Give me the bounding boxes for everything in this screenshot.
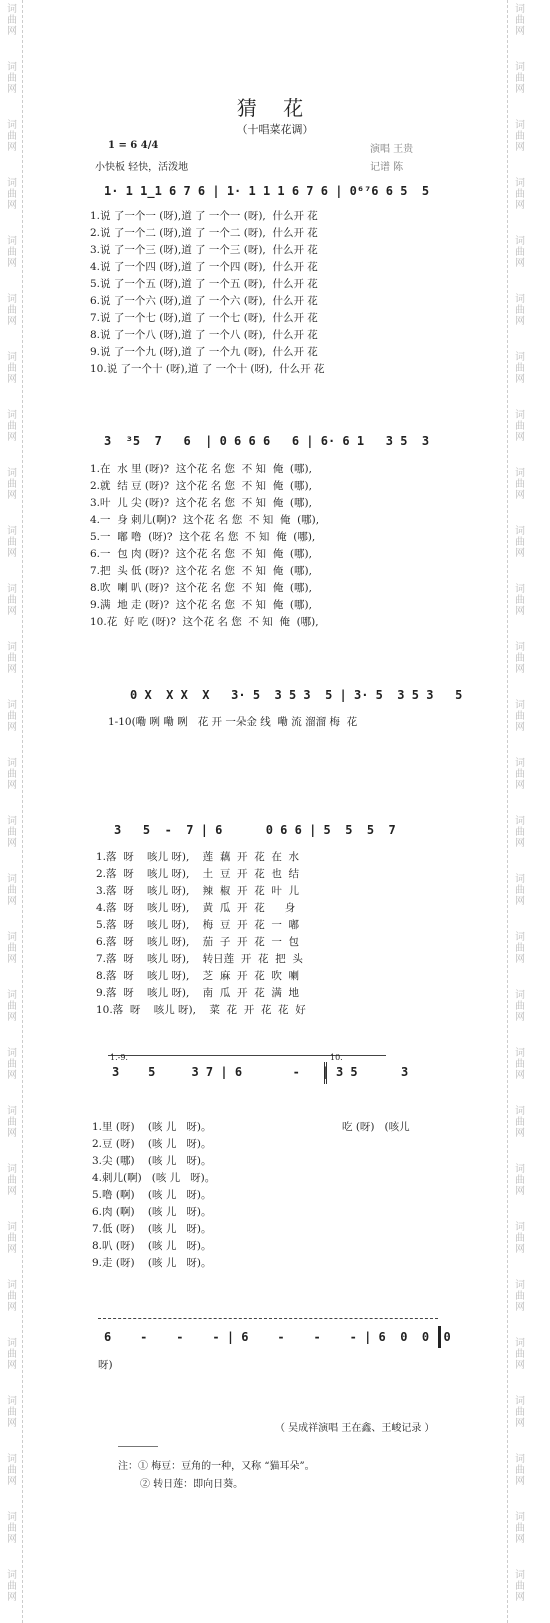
watermark-text: 词 曲 网 [7, 120, 17, 153]
lyric-row: 9.说 了一个九 (呀),道 了 一个九 (呀), 什么开 花 [90, 346, 318, 358]
watermark-text: 词 曲 网 [7, 642, 17, 675]
watermark-text: 词 曲 网 [7, 62, 17, 95]
watermark-text: 词 曲 网 [515, 1280, 525, 1313]
watermark-text: 词 曲 网 [515, 410, 525, 443]
watermark-text: 词 曲 网 [515, 468, 525, 501]
lyric-row: 7.低 (呀) (咳 儿 呀)。 [92, 1223, 212, 1235]
watermark-text: 词 曲 网 [7, 1570, 17, 1603]
lyric-row: 2.豆 (呀) (咳 儿 呀)。 [92, 1138, 212, 1150]
watermark-text: 词 曲 网 [515, 1338, 525, 1371]
lyric-row: 1.落 呀 咳儿 呀), 莲 藕 开 花 在 水 [96, 851, 300, 863]
watermark-text: 词 曲 网 [7, 468, 17, 501]
notation-line-1: 1· 1 1_1 6 7 6 | 1· 1 1 1 6 7 6 | 0⁶⁷6 6 5 5 [104, 184, 430, 198]
lyric-row: 3.叶 儿 尖 (呀)? 这个花 名 您 不 知 俺 (哪), [90, 497, 312, 509]
watermark-text: 词 曲 网 [515, 120, 525, 153]
watermark-text: 词 曲 网 [515, 1048, 525, 1081]
watermark-text: 词 曲 网 [7, 932, 17, 965]
watermark-text: 词 曲 网 [515, 526, 525, 559]
watermark-text: 词 曲 网 [515, 700, 525, 733]
lyric-row: 9.落 呀 咳儿 呀), 南 瓜 开 花 满 地 [96, 987, 300, 999]
lyric-row: 8.叭 (呀) (咳 儿 呀)。 [92, 1240, 212, 1252]
lyric-row: 6.落 呀 咳儿 呀), 茄 子 开 花 一 包 [96, 936, 300, 948]
notation-line-6: 6 - - - | 6 - - - | 6 0 0 0 [104, 1330, 451, 1344]
lyric-row: 4.说 了一个四 (呀),道 了 一个四 (呀), 什么开 花 [90, 261, 318, 273]
notation-line-3: 0 X X X X 3· 5 3 5 3 5 | 3· 5 3 5 3 5 [130, 688, 463, 702]
lyric-row: 8.吹 喇 叭 (呀)? 这个花 名 您 不 知 俺 (哪), [90, 582, 312, 594]
lyrics-block-5 [92, 1119, 215, 1272]
lyric-row: 3.说 了一个三 (呀),道 了 一个三 (呀), 什么开 花 [90, 244, 318, 256]
footnote-divider [118, 1446, 158, 1447]
footnote-1: 注：① 梅豆：豆角的一种，又称 “猫耳朵”。 [118, 1461, 315, 1472]
watermark-text: 词 曲 网 [515, 1512, 525, 1545]
watermark-text: 词 曲 网 [7, 1164, 17, 1197]
watermark-text: 词 曲 网 [7, 4, 17, 37]
lyric-row: 5.说 了一个五 (呀),道 了 一个五 (呀), 什么开 花 [90, 278, 318, 290]
lyric-row: 4.落 呀 咳儿 呀), 黄 瓜 开 花 身 [96, 902, 296, 914]
lyric-row: 7.落 呀 咳儿 呀), 转日莲 开 花 把 头 [96, 953, 303, 965]
notation-line-2: 3 ³5 7 6 | 0 6 6 6 6 | 6· 6 1 3 5 3 [104, 434, 430, 448]
watermark-text: 词 曲 网 [515, 642, 525, 675]
watermark-text: 词 曲 网 [515, 236, 525, 269]
lyric-row: 6.说 了一个六 (呀),道 了 一个六 (呀), 什么开 花 [90, 295, 318, 307]
watermark-text: 词 曲 网 [7, 236, 17, 269]
watermark-text: 词 曲 网 [7, 1222, 17, 1255]
song-subtitle: （十唱菜花调） [236, 123, 314, 136]
watermark-text: 词 曲 网 [7, 1338, 17, 1371]
watermark-text: 词 曲 网 [515, 1570, 525, 1603]
tempo-marking: 小快板 轻快，活泼地 [95, 162, 189, 173]
watermark-text: 词 曲 网 [7, 1454, 17, 1487]
watermark-text: 词 曲 网 [7, 352, 17, 385]
notation-line-5: 3 5 3 7 | 6 - | 3 5 3 [112, 1065, 409, 1079]
credits-line-1: 演唱 王贵 [370, 144, 414, 155]
lyrics-block-4 [96, 849, 306, 1019]
watermark-text: 词 曲 网 [515, 1106, 525, 1139]
watermark-text: 词 曲 网 [7, 1048, 17, 1081]
lyric-row: 3.落 呀 咳儿 呀), 辣 椒 开 花 叶 儿 [96, 885, 300, 897]
watermark-text: 词 曲 网 [515, 1222, 525, 1255]
watermark-text: 词 曲 网 [515, 932, 525, 965]
credits-line-2: 记谱 陈 [370, 162, 404, 173]
watermark-text: 词 曲 网 [7, 990, 17, 1023]
lyric-row: 6.一 包 肉 (呀)? 这个花 名 您 不 知 俺 (哪), [90, 548, 312, 560]
lyric-row: 3.尖 (哪) (咳 儿 呀)。 [92, 1155, 212, 1167]
watermark-text: 词 曲 网 [515, 874, 525, 907]
watermark-text: 词 曲 网 [7, 874, 17, 907]
watermark-text: 词 曲 网 [515, 758, 525, 791]
final-barline [438, 1326, 441, 1348]
lyrics-line-3: 1-10(嘞 咧 嘞 咧 花 开 一朵金 线 嘞 流 溜溜 梅 花 [108, 716, 358, 728]
lyric-row: 1.在 水 里 (呀)? 这个花 名 您 不 知 俺 (哪), [90, 463, 312, 475]
watermark-text: 词 曲 网 [7, 1280, 17, 1313]
lyric-row: 8.说 了一个八 (呀),道 了 一个八 (呀), 什么开 花 [90, 329, 318, 341]
key-signature: 1 = 6 4/4 [108, 140, 159, 151]
lyric-row: 10.说 了一个十 (呀),道 了 一个十 (呀), 什么开 花 [90, 363, 325, 375]
volta-label-2: 10. [330, 1053, 343, 1062]
watermark-text: 词 曲 网 [7, 1106, 17, 1139]
volta-label-1: 1.-9. [110, 1053, 128, 1062]
watermark-text: 词 曲 网 [515, 1396, 525, 1429]
watermark-text: 词 曲 网 [7, 294, 17, 327]
watermark-text: 词 曲 网 [7, 758, 17, 791]
lyric-row: 10.落 呀 咳儿 呀), 菜 花 开 花 花 好 [96, 1004, 306, 1016]
lyric-row: 7.说 了一个七 (呀),道 了 一个七 (呀), 什么开 花 [90, 312, 318, 324]
lyric-row: 2.落 呀 咳儿 呀), 土 豆 开 花 也 结 [96, 868, 300, 880]
watermark-text: 词 曲 网 [515, 1164, 525, 1197]
watermark-text: 词 曲 网 [7, 410, 17, 443]
lyric-row: 6.肉 (啊) (咳 儿 呀)。 [92, 1206, 212, 1218]
watermark-text: 词 曲 网 [515, 816, 525, 849]
lyrics-block-1 [90, 208, 324, 378]
notation-line-4: 3 5 - 7 | 6 0 6 6 | 5 5 5 7 [114, 823, 396, 837]
watermark-text: 词 曲 网 [515, 352, 525, 385]
watermark-text: 词 曲 网 [515, 4, 525, 37]
lyric-row: 1.里 (呀) (咳 儿 呀)。 [92, 1121, 212, 1133]
lyric-row: 10.花 好 吃 (呀)? 这个花 名 您 不 知 俺 (哪), [90, 616, 319, 628]
watermark-text: 词 曲 网 [515, 584, 525, 617]
footnote-2: ② 转日莲：即向日葵。 [140, 1479, 244, 1490]
lyric-row: 7.把 头 低 (呀)? 这个花 名 您 不 知 俺 (哪), [90, 565, 312, 577]
watermark-text: 词 曲 网 [515, 294, 525, 327]
lyric-row: 4.刺儿(啊) (咳 儿 呀)。 [92, 1172, 216, 1184]
attribution: （ 吴成祥演唱 王在鑫、王峻记录 ） [275, 1423, 435, 1434]
lyric-row: 5.落 呀 咳儿 呀), 梅 豆 开 花 一 嘟 [96, 919, 300, 931]
watermark-text: 词 曲 网 [515, 178, 525, 211]
watermark-text: 词 曲 网 [515, 62, 525, 95]
watermark-text: 词 曲 网 [7, 526, 17, 559]
lyrics-block-2 [90, 461, 319, 631]
lyrics-line-6: 呀) [98, 1359, 113, 1371]
lyric-row: 2.说 了一个二 (呀),道 了 一个二 (呀), 什么开 花 [90, 227, 318, 239]
lyric-row: 4.一 身 刺儿(啊)? 这个花 名 您 不 知 俺 (哪), [90, 514, 320, 526]
watermark-text: 词 曲 网 [7, 1512, 17, 1545]
lyric-row: 9.走 (呀) (咳 儿 呀)。 [92, 1257, 212, 1269]
watermark-text: 词 曲 网 [7, 178, 17, 211]
watermark-text: 词 曲 网 [7, 1396, 17, 1429]
song-title: 猜 花 [236, 96, 314, 120]
tie-line [98, 1318, 438, 1319]
lyric-row: 9.满 地 走 (呀)? 这个花 名 您 不 知 俺 (哪), [90, 599, 312, 611]
ending-lyric: 吃 (呀) (咳儿 [342, 1121, 410, 1133]
watermark-text: 词 曲 网 [515, 1454, 525, 1487]
lyric-row: 2.就 结 豆 (呀)? 这个花 名 您 不 知 俺 (哪), [90, 480, 312, 492]
watermark-text: 词 曲 网 [7, 816, 17, 849]
watermark-text: 词 曲 网 [7, 584, 17, 617]
lyric-row: 5.一 嘟 噜 (呀)? 这个花 名 您 不 知 俺 (哪), [90, 531, 316, 543]
lyric-row: 8.落 呀 咳儿 呀), 芝 麻 开 花 吹 喇 [96, 970, 300, 982]
lyric-row: 1.说 了一个一 (呀),道 了 一个一 (呀), 什么开 花 [90, 210, 318, 222]
watermark-text: 词 曲 网 [515, 990, 525, 1023]
lyric-row: 5.噜 (啊) (咳 儿 呀)。 [92, 1189, 212, 1201]
watermark-text: 词 曲 网 [7, 700, 17, 733]
